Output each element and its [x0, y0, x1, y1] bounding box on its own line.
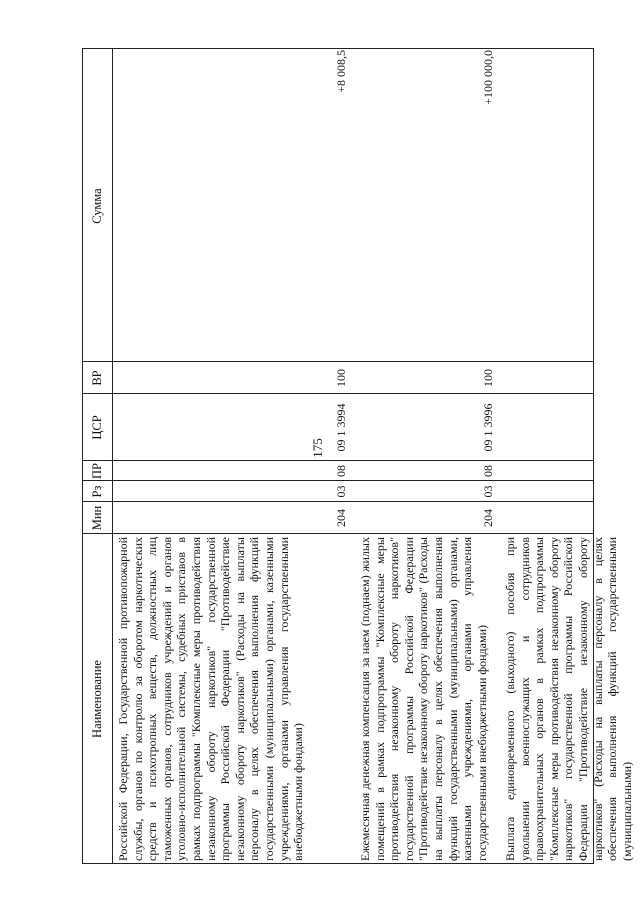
row-pr: 08 [481, 465, 496, 477]
row-rz: 03 [481, 485, 496, 498]
row-sum: +100 000,0 [481, 50, 496, 105]
header-divider [112, 48, 113, 864]
row-pr: 08 [334, 465, 349, 477]
table-row [503, 48, 634, 864]
row-min: 204 [481, 509, 496, 527]
row-name: Российской Федерации, Государственной противопожарной службы, органов по контролю за оборотом наркотических средств и психотропных веществ, должностных лиц таможенных органов, сотрудников учреждений и органов уголовно-исполнительной системы, судебных приставов в рамках подпрограммы "Комплексные меры противодействия незаконному обороту наркотиков" государственной программы Российской Федерации "Противодействие незаконному обороту наркотиков" (Расходы на выплаты персоналу в целях обеспечения выполнения функций государственными (муниципальными) органами, казенными учреждениями, органами управления государственными внебюджетными фондами) [116, 537, 306, 861]
row-rz [503, 481, 592, 502]
page-number: 175 [309, 438, 325, 458]
header-min: Мин [89, 505, 104, 531]
row-csr: 09 1 3996 [481, 403, 496, 452]
header-csr: ЦСР [89, 415, 104, 440]
budget-table [82, 48, 634, 864]
row-vr: 100 [481, 369, 496, 387]
row-csr [503, 394, 592, 461]
table-row [358, 48, 497, 864]
header-vr: ВР [89, 370, 104, 386]
header-pr: ПР [89, 463, 104, 479]
row-vr [503, 362, 592, 394]
row-name: Выплата единовременного (выходного) пособия при увольнении военнослужащих и сотрудников правоохранительных органов в рамках подпрограммы "Комплексные меры противодействия незаконному обороту наркотиков" государственной программы Российской Федерации "Противодействие незаконному обороту наркотиков" (Расходы на выплаты персоналу в целях обеспечения выполнения функций государственными (муниципальными) [503, 537, 634, 861]
row-name: Ежемесячная денежная компенсация за наем (поднаем) жилых помещений в рамках подпрограммы "Комплексные меры противодействия незаконному обороту наркотиков" государственной программы Российской Федерации "Противодействие незаконному обороту наркотиков" (Расходы на выплаты персоналу в целях обеспечения выполнения функций государственными (муниципальными) органами, казенными учреждениями, органами управления государственными внебюджетными фондами) [358, 537, 489, 861]
row-rz: 03 [334, 485, 349, 498]
row-csr: 09 1 3994 [334, 403, 349, 452]
row-min: 204 [334, 509, 349, 527]
row-sum: +8 008,5 [334, 50, 349, 93]
header-name: Наименование [89, 660, 104, 738]
row-pr [503, 461, 592, 481]
row-min [503, 502, 592, 534]
header-sum: Сумма [89, 188, 104, 224]
row-sum [503, 46, 592, 362]
table-header [82, 48, 112, 864]
table-row [116, 48, 350, 864]
row-vr: 100 [334, 369, 349, 387]
header-rz: Рз [89, 485, 104, 498]
